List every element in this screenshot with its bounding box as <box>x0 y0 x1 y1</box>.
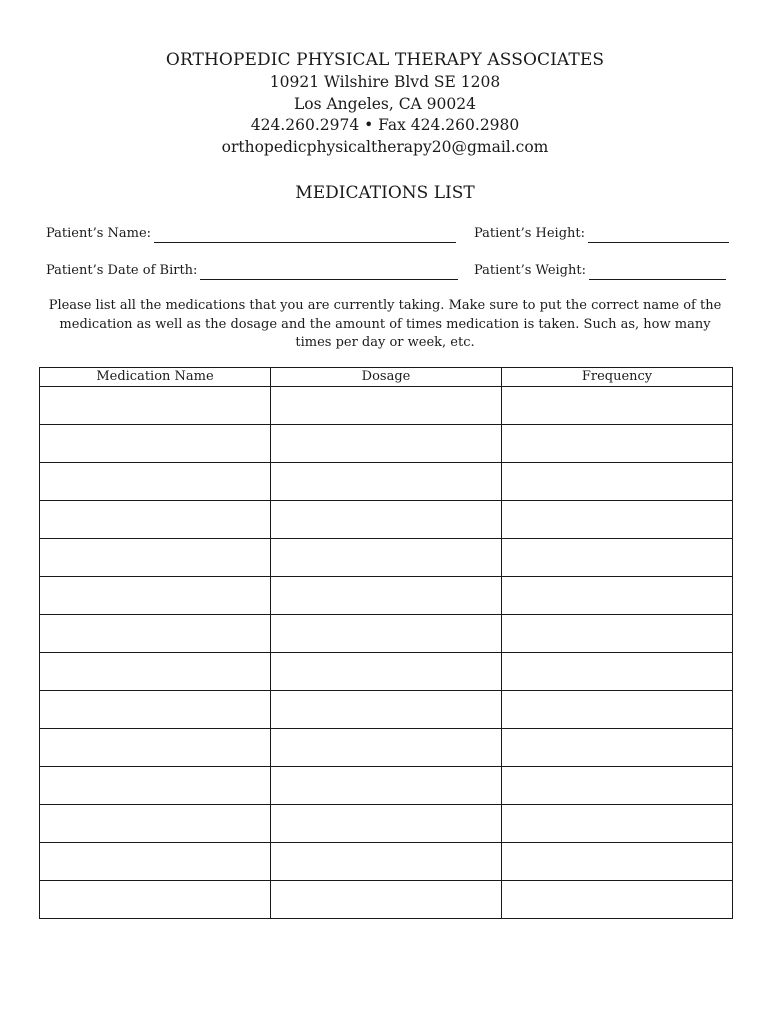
frequency-cell[interactable] <box>502 539 733 577</box>
table-row <box>40 501 733 539</box>
table-row <box>40 539 733 577</box>
patient-dob-field <box>46 262 458 280</box>
dosage-cell[interactable] <box>271 729 502 767</box>
dosage-cell[interactable] <box>271 881 502 919</box>
address-city: Los Angeles, CA 90024 <box>293 94 476 113</box>
frequency-cell[interactable] <box>502 501 733 539</box>
medication-name-cell[interactable] <box>40 691 271 729</box>
frequency-cell[interactable] <box>502 577 733 615</box>
frequency-cell[interactable] <box>502 691 733 729</box>
dosage-cell[interactable] <box>271 805 502 843</box>
table-row <box>40 691 733 729</box>
medication-name-cell[interactable] <box>40 653 271 691</box>
patient-dob-label: Patient’s Date of Birth: <box>46 263 198 278</box>
practice-name: ORTHOPEDIC PHYSICAL THERAPY ASSOCIATES <box>165 50 605 70</box>
medication-name-cell[interactable] <box>40 767 271 805</box>
patient-name-field <box>46 225 456 243</box>
table-header-row <box>40 368 733 387</box>
column-header-dosage: Dosage <box>271 368 502 387</box>
medications-table <box>39 367 733 919</box>
frequency-cell[interactable] <box>502 425 733 463</box>
table-row <box>40 843 733 881</box>
table-row <box>40 577 733 615</box>
table-row <box>40 881 733 919</box>
table-row <box>40 767 733 805</box>
patient-weight-input-line[interactable] <box>589 266 726 280</box>
frequency-cell[interactable] <box>502 843 733 881</box>
column-header-medication-name: Medication Name <box>40 368 271 387</box>
dosage-cell[interactable] <box>271 843 502 881</box>
column-header-frequency: Frequency <box>502 368 733 387</box>
frequency-cell[interactable] <box>502 615 733 653</box>
dosage-cell[interactable] <box>271 577 502 615</box>
dosage-cell[interactable] <box>271 767 502 805</box>
form-title: MEDICATIONS LIST <box>295 183 475 203</box>
table-row <box>40 463 733 501</box>
patient-weight-label: Patient’s Weight: <box>474 263 586 278</box>
table-row <box>40 805 733 843</box>
medication-name-cell[interactable] <box>40 577 271 615</box>
medication-name-cell[interactable] <box>40 463 271 501</box>
medication-name-cell[interactable] <box>40 615 271 653</box>
patient-name-input-line[interactable] <box>154 229 456 243</box>
instructions-text: Please list all the medications that you are currently taking. Make sure to put the correct name of the medication as well as the dosage and the amount of times medication is taken. Such as, how many times per day or week, etc. <box>48 298 722 350</box>
medication-name-cell[interactable] <box>40 501 271 539</box>
patient-name-label: Patient’s Name: <box>46 226 152 241</box>
dosage-cell[interactable] <box>271 463 502 501</box>
medication-name-cell[interactable] <box>40 805 271 843</box>
medications-table-body <box>40 387 733 919</box>
frequency-cell[interactable] <box>502 653 733 691</box>
medication-name-cell[interactable] <box>40 387 271 425</box>
dosage-cell[interactable] <box>271 501 502 539</box>
patient-height-input-line[interactable] <box>588 229 729 243</box>
patient-height-field <box>474 225 729 243</box>
patient-dob-input-line[interactable] <box>200 266 458 280</box>
medication-name-cell[interactable] <box>40 729 271 767</box>
patient-height-label: Patient’s Height: <box>474 226 586 241</box>
frequency-cell[interactable] <box>502 387 733 425</box>
frequency-cell[interactable] <box>502 463 733 501</box>
dosage-cell[interactable] <box>271 653 502 691</box>
address-street: 10921 Wilshire Blvd SE 1208 <box>269 73 501 91</box>
dosage-cell[interactable] <box>271 615 502 653</box>
frequency-cell[interactable] <box>502 729 733 767</box>
letterhead <box>0 48 770 158</box>
patient-weight-field <box>474 262 726 280</box>
medication-name-cell[interactable] <box>40 539 271 577</box>
table-row <box>40 425 733 463</box>
dosage-cell[interactable] <box>271 539 502 577</box>
dosage-cell[interactable] <box>271 425 502 463</box>
email-address: orthopedicphysicaltherapy20@gmail.com <box>221 137 549 156</box>
table-row <box>40 729 733 767</box>
frequency-cell[interactable] <box>502 805 733 843</box>
table-row <box>40 615 733 653</box>
table-row <box>40 653 733 691</box>
phone-fax: 424.260.2974 • Fax 424.260.2980 <box>250 116 520 134</box>
table-row <box>40 387 733 425</box>
dosage-cell[interactable] <box>271 691 502 729</box>
medication-name-cell[interactable] <box>40 425 271 463</box>
medication-name-cell[interactable] <box>40 843 271 881</box>
dosage-cell[interactable] <box>271 387 502 425</box>
frequency-cell[interactable] <box>502 881 733 919</box>
frequency-cell[interactable] <box>502 767 733 805</box>
medication-name-cell[interactable] <box>40 881 271 919</box>
